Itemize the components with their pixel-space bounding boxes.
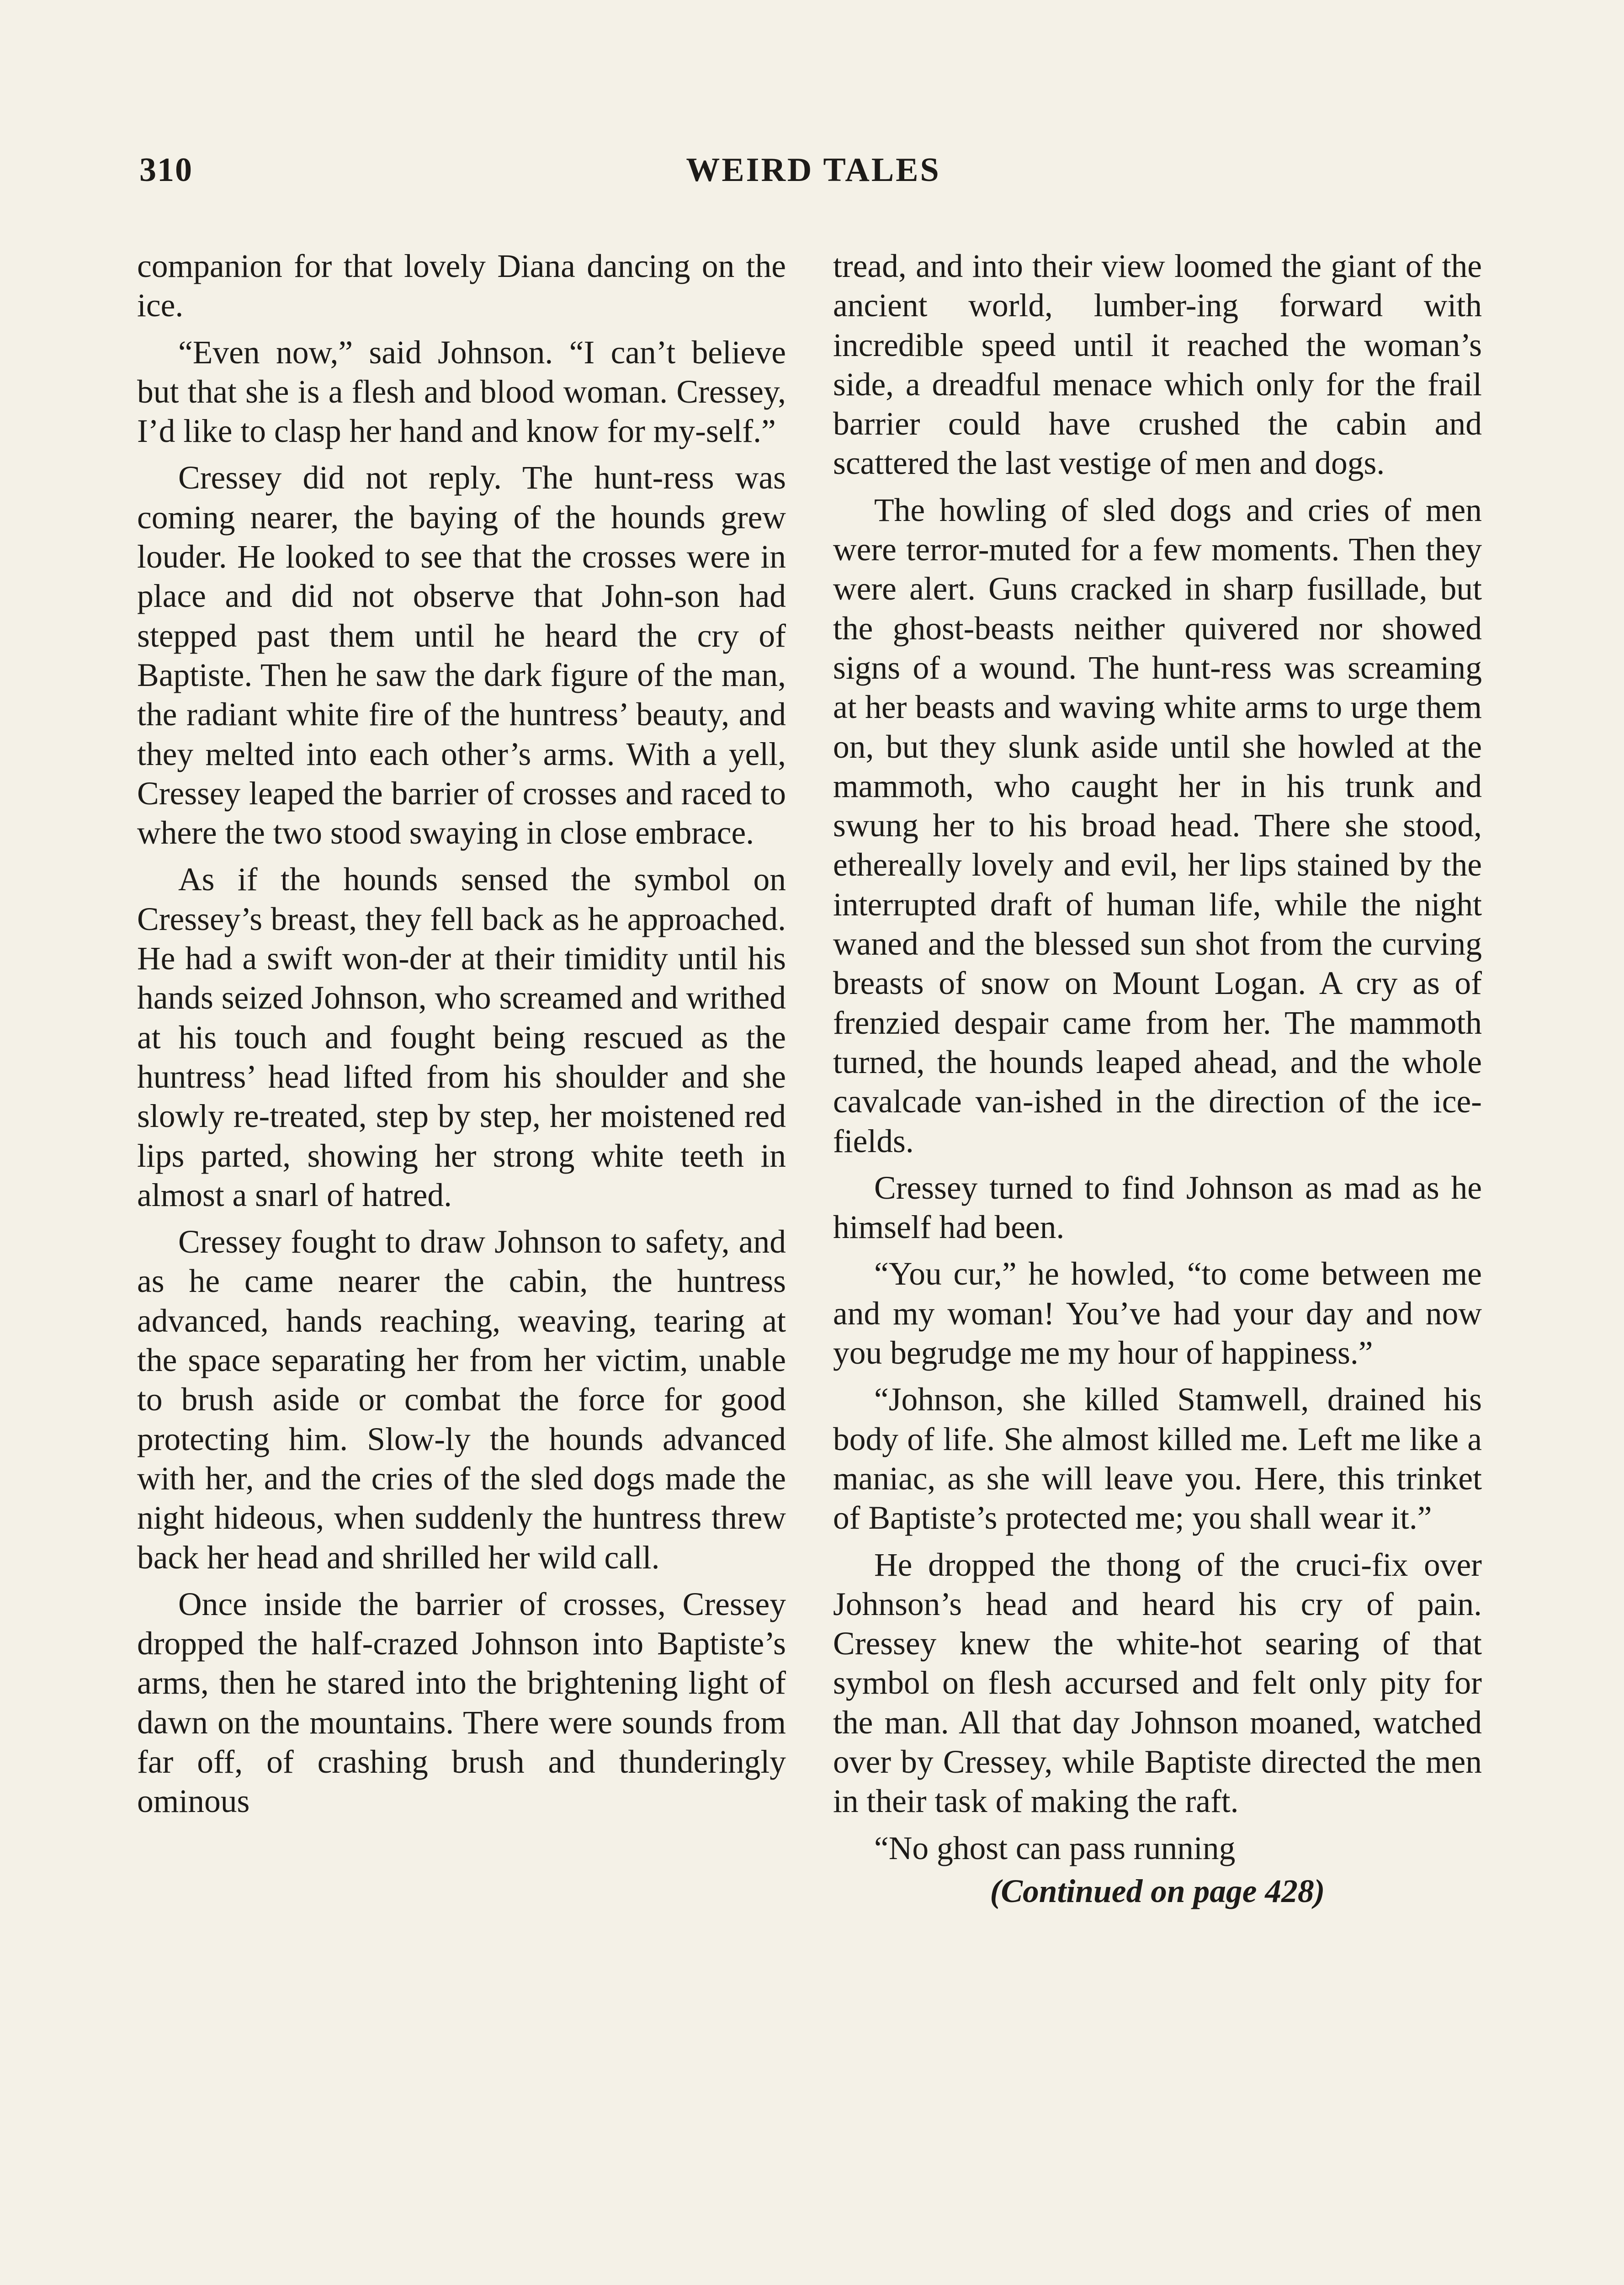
paragraph: “You cur,” he howled, “to come between me and my woman! You’ve had your day and now you begrudge me my hour of happiness.”	[833, 1256, 1482, 1371]
paragraph: As if the hounds sensed the symbol on Cressey’s breast, they fell back as he approached. He had a swift won-der at their timidity until his hands seized Johnson, who screamed and writhed at his touch and fought being rescued as the huntress’ head lifted from his shoulder and she slowly re-treated, step by step, her moistened red lips parted, showing her strong white teeth in almost a snarl of hatred.	[137, 861, 786, 1213]
paragraph: “Johnson, she killed Stamwell, drained his body of life. She almost killed me. Left me like a maniac, as she will leave you. Here, this trinket of Baptiste’s protected me; you shall wear it.”	[833, 1382, 1482, 1536]
paragraph: Cressey did not reply. The hunt-ress was coming nearer, the baying of the hounds grew louder. He looked to see that the crosses were in place and did not observe that John-son had stepped past them until he heard the cry of Baptiste. Then he saw the dark figure of the man, the radiant white fire of the huntress’ beauty, and they melted into each other’s arms. With a yell, Cressey leaped the barrier of crosses and raced to where the two stood swaying in close embrace.	[137, 460, 786, 851]
paragraph: The howling of sled dogs and cries of men were terror-muted for a few moments. Then they were alert. Guns cracked in sharp fusillade, but the ghost-beasts neither quivered nor showed signs of a wound. The hunt-ress was screaming at her beasts and waving white arms to urge them on, but they slunk aside until she howled at the mammoth, who caught her in his trunk and swung her to his broad head. There she stood, ethereally lovely and evil, her lips stained by the interrupted draft of human life, while the night waned and the blessed sun shot from the curving breasts of snow on Mount Logan. A cry as of frenzied despair came from her. The mammoth turned, the hounds leaped ahead, and the whole cavalcade van-ished in the direction of the ice-fields.	[833, 492, 1482, 1159]
paragraph: companion for that lovely Diana dancing on the ice.	[137, 248, 786, 324]
paragraph: Cressey fought to draw Johnson to safety, and as he came nearer the cabin, the huntress advanced, hands reaching, weaving, tearing at the space separating her from her victim, unable to brush aside or combat the force for good protecting him. Slow-ly the hounds advanced with her, and the cries of the sled dogs made the night hideous, when suddenly the huntress threw back her head and shrilled her wild call.	[137, 1224, 786, 1576]
right-text-column	[833, 247, 1482, 2285]
magazine-title: WEIRD TALES	[686, 151, 941, 189]
paragraph: tread, and into their view loomed the giant of the ancient world, lumber-ing forward with incredible speed until it reached the woman’s side, a dreadful menace which only for the frail barrier could have crushed the cabin and scattered the last vestige of men and dogs.	[833, 248, 1482, 482]
left-text-column	[137, 247, 786, 2285]
paragraph: “No ghost can pass running	[874, 1830, 1236, 1866]
paragraph: Once inside the barrier of crosses, Cressey dropped the half-crazed Johnson into Baptiste’s arms, then he stared into the brightening light of dawn on the mountains. There were sounds from far off, of crashing brush and thunderingly ominous	[137, 1586, 786, 1820]
page-header	[139, 151, 1487, 201]
page-number: 310	[139, 151, 193, 189]
paragraph: “Even now,” said Johnson. “I can’t believe but that she is a flesh and blood woman. Cressey, I’d like to clasp her hand and know for my-self.”	[137, 334, 786, 450]
paragraph: Cressey turned to find Johnson as mad as he himself had been.	[833, 1169, 1482, 1246]
paragraph: He dropped the thong of the cruci-fix over Johnson’s head and heard his cry of pain. Cressey knew the white-hot searing of that symbol on flesh accursed and felt only pity for the man. All that day Johnson moaned, watched over by Cressey, while Baptiste directed the men in their task of making the raft.	[833, 1546, 1482, 1820]
continued-note: (Continued on page 428)	[990, 1873, 1325, 1909]
